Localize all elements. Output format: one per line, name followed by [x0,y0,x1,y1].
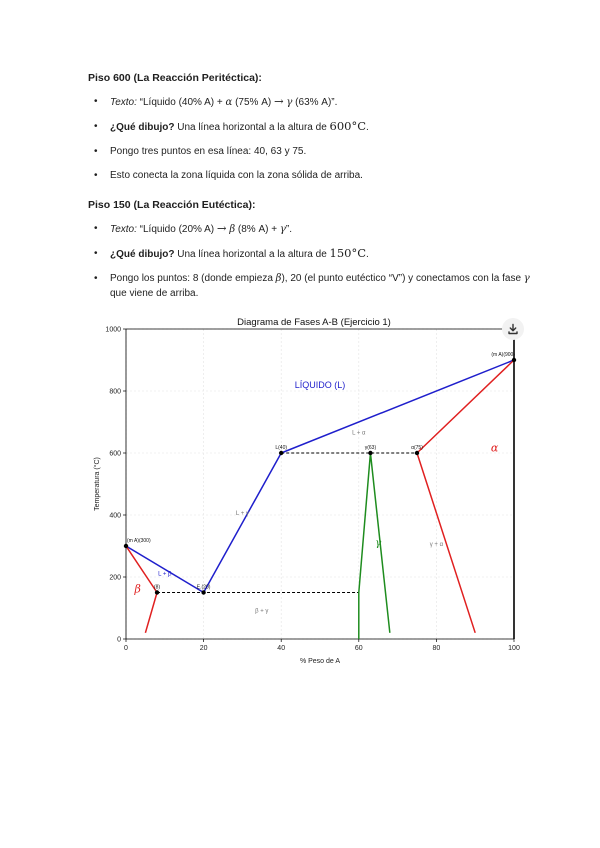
region-label: β [134,582,141,596]
item-text: (75% A) [232,97,274,108]
list-item [88,144,538,159]
list-item [88,221,538,237]
data-point [415,451,419,455]
list-item [88,94,538,110]
item-text: . [366,249,369,260]
y-axis-label: Temperatura (°C) [94,457,101,511]
item-text: ), 20 (el punto eutéctico “V”) y conectamos con la fase [281,273,524,284]
alpha-symbol: α [225,97,233,108]
data-point [155,590,159,594]
beta-symbol: β [229,224,236,235]
download-button[interactable] [502,318,524,340]
text-content [88,72,538,310]
list-item [88,246,538,262]
item-text: . [366,122,369,133]
y-tick-label: 600 [109,450,121,458]
data-point-label: E.(20) [196,584,211,591]
item-text: Pongo tres puntos en esa línea: 40, 63 y 75. [110,146,307,157]
item-label: ¿Qué dibujo? [110,122,175,133]
x-axis-label: % Peso de A [299,658,341,665]
region-label: L + α [352,430,366,437]
data-point-label: (m A)(300) [127,538,151,544]
item-label: ¿Qué dibujo? [110,249,175,260]
gamma-symbol: γ [286,97,293,108]
list-peritectic [88,94,538,183]
math-value: 150°C [329,246,367,260]
data-point [279,451,283,455]
item-text: Esto conecta la zona líquida con la zona sólida de arriba. [110,170,363,181]
list-item [88,168,538,183]
region-label: L + γ [235,511,249,517]
list-eutectic [88,221,538,301]
phase-diagram-chart [88,312,538,670]
section-title-eutectic: Piso 150 (La Reacción Eutéctica): [88,199,256,211]
download-icon [507,323,519,335]
y-tick-label: 800 [109,388,121,396]
x-tick-label: 20 [199,645,208,652]
region-label: γ + α [429,542,444,548]
item-text: (63% A)”. [292,97,338,108]
item-text: Pongo los puntos: 8 (donde empieza [110,273,276,284]
list-item [88,119,538,135]
chart-svg [88,312,538,670]
item-label: Texto: [110,224,137,235]
region-label: γ [375,538,382,549]
section-title-peritectic: Piso 600 (La Reacción Peritéctica): [88,72,262,84]
list-item [88,271,538,301]
x-tick-label: 0 [124,645,128,652]
region-label: L + β [158,571,172,578]
series-line-liquidus [126,360,514,593]
arrow-symbol: → [274,94,284,108]
gamma-symbol: γ [523,273,530,284]
y-tick-label: 0 [117,636,121,644]
series-line-solid [126,546,157,633]
item-text: Una línea horizontal a la altura de [174,122,330,133]
region-label: α [490,441,499,455]
series-line-solid [417,360,514,633]
x-tick-label: 40 [277,645,286,652]
gamma-symbol: γ [279,224,286,235]
x-tick-label: 60 [354,645,363,652]
y-tick-label: 400 [109,512,121,520]
data-point [368,451,372,455]
y-tick-label: 1000 [105,326,121,334]
data-point-label: (m A)(900) [491,352,515,358]
item-text: (8% A) + [235,224,280,235]
data-point-label: L(40) [275,445,288,451]
item-text: ”. [285,224,292,235]
region-label: β + γ [255,608,269,615]
chart-title: Diagrama de Fases A-B (Ejercicio 1) [237,317,391,328]
x-tick-label: 80 [432,645,441,652]
item-text: Una línea horizontal a la altura de [174,249,330,260]
data-point [124,544,128,548]
item-label: Texto: [110,97,137,108]
data-point [201,590,205,594]
x-tick-label: 100 [508,645,520,652]
item-text: que viene de arriba. [110,288,199,299]
math-value: 600°C [329,119,367,133]
y-tick-label: 200 [109,574,121,582]
item-text: “Líquido (20% A) [136,224,217,235]
region-label: LÍQUIDO (L) [294,379,346,390]
item-text: “Líquido (40% A) + [136,97,226,108]
data-point-label: γ(63) [364,445,377,451]
data-point-label: α(75) [411,445,423,451]
data-point [512,358,516,362]
data-point-label: (8) [153,584,161,591]
beta-symbol: β [275,273,282,284]
arrow-symbol: → [216,221,227,235]
